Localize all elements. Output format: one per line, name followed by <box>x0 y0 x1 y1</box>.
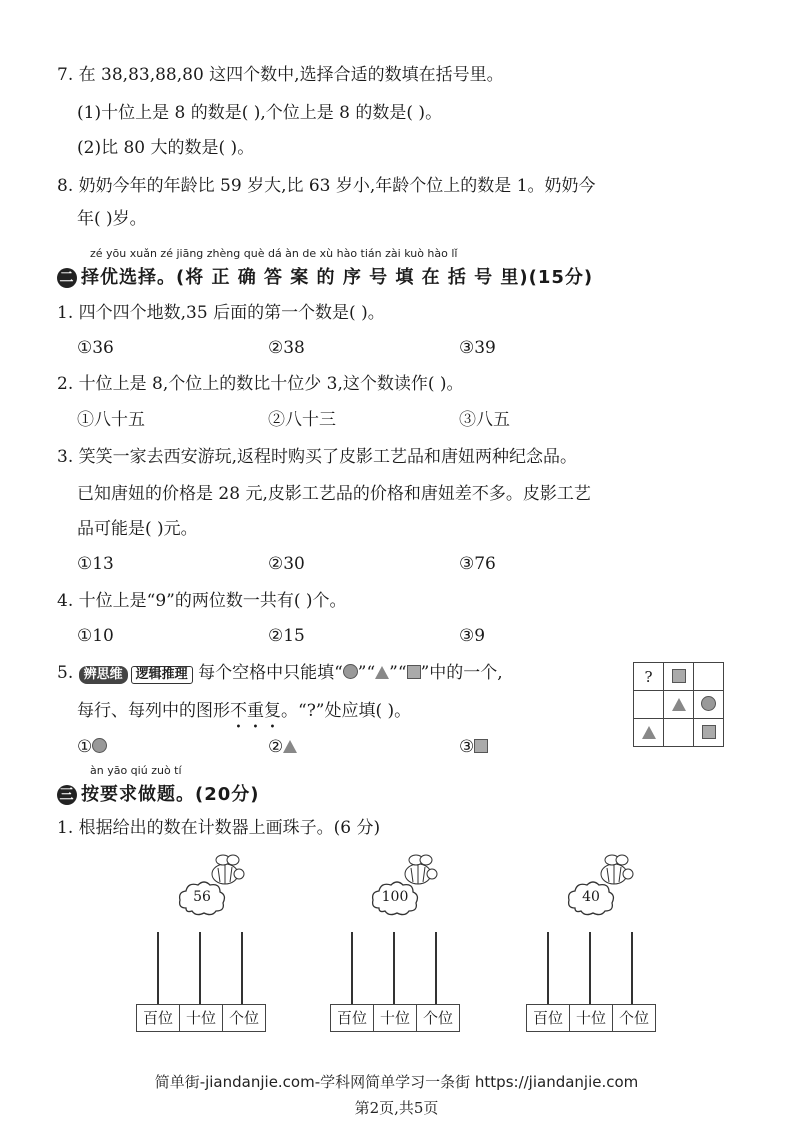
triangle-shape-icon <box>375 666 389 679</box>
triangle-shape-icon <box>642 726 656 739</box>
section-2-title: 择优选择。(将 正 确 答 案 的 序 号 填 在 括 号 里)(15分) <box>81 267 594 288</box>
q5-text-pre: 每个空格中只能填“ <box>198 663 343 683</box>
label-tens: 十位 <box>179 1004 223 1032</box>
mc-q3-option-2: ②30 <box>268 554 305 574</box>
label-ones: 个位 <box>222 1004 266 1032</box>
bee-icon <box>398 852 440 892</box>
mc-question-3-line-1: 3. 笑笑一家去西安游玩,返程时购买了皮影工艺品和唐妞两种纪念品。 <box>57 447 578 467</box>
label-hundreds: 百位 <box>526 1004 570 1032</box>
mc-question-3-line-2: 已知唐妞的价格是 28 元,皮影工艺品的价格和唐妞差不多。皮影工艺 <box>77 484 591 504</box>
emphasis-char: 复 <box>264 701 281 721</box>
abacus-rod-hundreds <box>351 932 353 1004</box>
mc-q2-option-1: ①八十五 <box>77 410 145 430</box>
question-8-line-1: 8. 奶奶今年的年龄比 59 岁大,比 63 岁小,年龄个位上的数是 1。奶奶今 <box>57 176 596 196</box>
grid-cell <box>694 719 724 747</box>
tag-logic: 逻辑推理 <box>131 666 193 684</box>
triangle-shape-icon <box>283 740 297 753</box>
bee-icon <box>594 852 636 892</box>
circle-shape-icon <box>343 664 358 679</box>
question-8-line-2: 年( )岁。 <box>77 209 147 229</box>
mc-question-5-line-2 <box>77 700 411 722</box>
abacus-label-row <box>137 1004 266 1032</box>
abacus-2-value: 100 <box>381 889 409 905</box>
mc-q5-option-2 <box>268 736 297 758</box>
mc-question-5-line-1 <box>57 662 503 684</box>
label-ones: 个位 <box>416 1004 460 1032</box>
grid-cell <box>664 691 694 719</box>
label-ones: 个位 <box>612 1004 656 1032</box>
mc-q5-option-3 <box>459 736 488 758</box>
bee-icon <box>205 852 247 892</box>
abacus-3[interactable] <box>527 932 657 1082</box>
mc-q4-option-1: ①10 <box>77 626 114 646</box>
abacus-rod-ones <box>435 932 437 1004</box>
abacus-rod-tens <box>199 932 201 1004</box>
grid-cell <box>664 719 694 747</box>
abacus-label-row <box>527 1004 656 1032</box>
mc-q5-option-3-label: ③ <box>459 737 475 757</box>
q5-line2-pre: 每行、每列中的图形 <box>77 701 230 721</box>
q5-text-mid2: ”“ <box>389 663 407 683</box>
question-7: 7. 在 38,83,88,80 这四个数中,选择合适的数填在括号里。 <box>57 65 504 85</box>
square-shape-icon <box>672 669 686 683</box>
circle-shape-icon <box>92 738 107 753</box>
mc-q1-option-2: ②38 <box>268 338 305 358</box>
grid-cell <box>694 663 724 691</box>
abacus-rod-tens <box>589 932 591 1004</box>
q5-text-post: ”中的一个, <box>420 663 503 683</box>
label-hundreds: 百位 <box>136 1004 180 1032</box>
mc-q3-option-3: ③76 <box>459 554 496 574</box>
mc-question-1: 1. 四个四个地数,35 后面的第一个数是( )。 <box>57 303 385 323</box>
section-2-pinyin: zé yōu xuǎn zé jiāng zhèng què dá àn de xù hào tián zài kuò hào lǐ <box>90 247 458 260</box>
q5-text-mid1: ”“ <box>357 663 376 683</box>
grid-cell <box>664 663 694 691</box>
mc-q1-option-3: ③39 <box>459 338 496 358</box>
section-2-heading <box>57 263 593 289</box>
abacus-rod-ones <box>631 932 633 1004</box>
abacus-1-value: 56 <box>193 889 211 905</box>
mc-q5-option-1 <box>77 736 107 758</box>
mc-question-2: 2. 十位上是 8,个位上的数比十位少 3,这个数读作( )。 <box>57 374 464 394</box>
abacus-rod-hundreds <box>157 932 159 1004</box>
section-3-number: 三 <box>57 785 77 805</box>
mc-q2-option-3: ③八五 <box>459 410 510 430</box>
section-3-title: 按要求做题。(20分) <box>81 784 260 805</box>
section-3-question-1: 1. 根据给出的数在计数器上画珠子。(6 分) <box>57 818 381 838</box>
grid-cell-question: ? <box>634 663 664 691</box>
abacus-rod-ones <box>241 932 243 1004</box>
square-shape-icon <box>407 665 421 679</box>
label-tens: 十位 <box>569 1004 613 1032</box>
abacus-rod-hundreds <box>547 932 549 1004</box>
mc-q2-option-2: ②八十三 <box>268 410 336 430</box>
question-7-part-2: (2)比 80 大的数是( )。 <box>77 138 255 158</box>
grid-cell <box>694 691 724 719</box>
mc-q5-option-1-label: ① <box>77 737 93 757</box>
section-3-pinyin: àn yāo qiú zuò tí <box>90 764 182 777</box>
mc-q5-option-2-label: ② <box>268 737 284 757</box>
emphasis-char: 重 <box>247 701 264 721</box>
abacus-2[interactable] <box>331 932 461 1082</box>
section-2-number: 二 <box>57 268 77 288</box>
page-number: 第2页,共5页 <box>354 1099 439 1117</box>
emphasis-char: 不 <box>230 701 247 721</box>
mc-q4-option-2: ②15 <box>268 626 305 646</box>
triangle-shape-icon <box>672 698 686 711</box>
mc-question-4: 4. 十位上是“9”的两位数一共有( )个。 <box>57 591 347 611</box>
mc-question-3-line-3: 品可能是( )元。 <box>77 519 198 539</box>
circle-shape-icon <box>701 696 716 711</box>
mc-q5-number: 5. <box>57 663 74 683</box>
mc-q3-option-1: ①13 <box>77 554 114 574</box>
section-3-heading <box>57 780 260 806</box>
label-tens: 十位 <box>373 1004 417 1032</box>
abacus-rod-tens <box>393 932 395 1004</box>
mc-q4-option-3: ③9 <box>459 626 486 646</box>
square-shape-icon <box>702 725 716 739</box>
abacus-1[interactable] <box>137 932 267 1082</box>
grid-cell <box>634 719 664 747</box>
abacus-3-value: 40 <box>582 889 600 905</box>
question-7-part-1: (1)十位上是 8 的数是( ),个位上是 8 的数是( )。 <box>77 103 443 123</box>
shape-grid <box>633 662 724 747</box>
grid-cell <box>634 691 664 719</box>
footer-site-link[interactable]: 简单街-jiandanjie.com-学科网简单学习一条街 https://jiandanjie.com <box>154 1073 639 1091</box>
q5-line2-post: 。“?”处应填( )。 <box>281 701 412 721</box>
mc-q1-option-1: ①36 <box>77 338 114 358</box>
label-hundreds: 百位 <box>330 1004 374 1032</box>
tag-think: 辨思维 <box>79 666 128 684</box>
square-shape-icon <box>474 739 488 753</box>
abacus-label-row <box>331 1004 460 1032</box>
